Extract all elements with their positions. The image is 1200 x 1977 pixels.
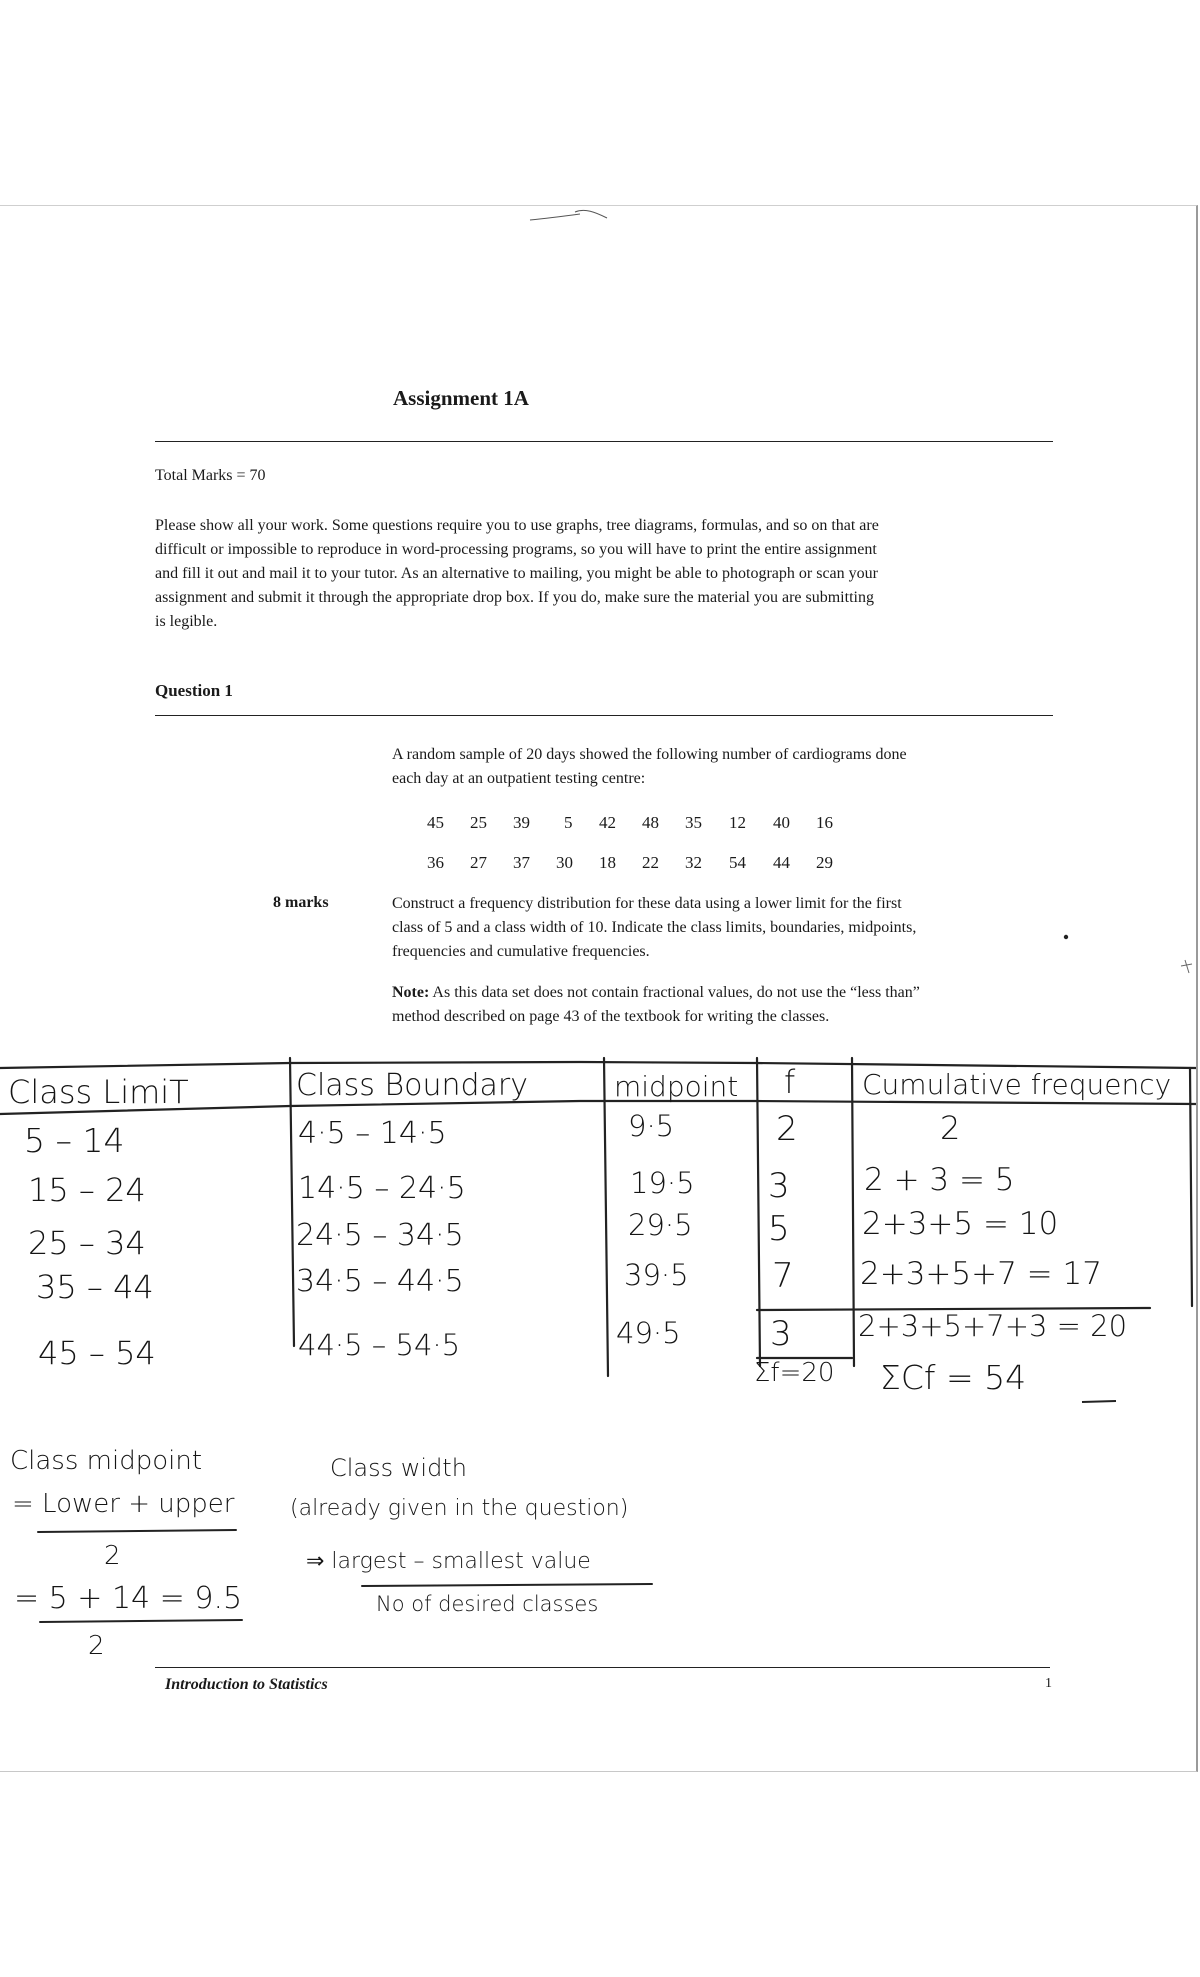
note-text: As this data set does not contain fractional values, do not use the “less than” — [429, 984, 920, 1001]
midpoint-cell: 19·5 — [630, 1166, 695, 1200]
class-limit-cell: 5 – 14 — [24, 1121, 125, 1160]
cumulative-cell: 2+3+5+7 = 17 — [860, 1256, 1102, 1292]
question-intro-line: A random sample of 20 days showed the following number of cardiograms done — [392, 746, 907, 763]
marks-label: 8 marks — [273, 894, 329, 911]
midpoint-formula-denominator: 2 — [104, 1541, 121, 1571]
assignment-title: Assignment 1A — [393, 386, 529, 410]
frequency-cell: 3 — [770, 1314, 792, 1354]
stray-mark — [1180, 958, 1196, 976]
stray-dot — [1062, 933, 1072, 943]
data-value: 25 — [470, 813, 487, 832]
frequency-cell: 5 — [768, 1209, 790, 1249]
data-value: 39 — [513, 813, 530, 832]
data-value: 12 — [729, 813, 746, 832]
midpoint-note-title: Class midpoint — [10, 1446, 203, 1476]
data-value: 42 — [599, 813, 616, 832]
data-value: 16 — [816, 813, 833, 832]
class-boundary-cell: 44·5 – 54·5 — [298, 1328, 461, 1362]
footer-rule — [155, 1667, 1050, 1668]
data-value: 45 — [427, 813, 444, 832]
midpoint-cell: 49·5 — [616, 1316, 681, 1350]
class-limit-cell: 35 – 44 — [36, 1268, 154, 1306]
midpoint-cell: 29·5 — [628, 1208, 693, 1242]
frequency-cell: 7 — [772, 1256, 794, 1296]
note-line: method described on page 43 of the textbook for writing the classes. — [392, 1008, 830, 1025]
data-value: 40 — [773, 813, 790, 832]
header-midpoint: midpoint — [614, 1070, 739, 1103]
midpoint-example-numerator: = 5 + 14 = 9.5 — [14, 1581, 243, 1616]
frequency-cell: 2 — [776, 1109, 798, 1149]
frequency-cell: 3 — [768, 1166, 790, 1206]
class-boundary-cell: 4·5 – 14·5 — [298, 1116, 447, 1151]
data-value: 35 — [685, 813, 702, 832]
sum-frequency: Σf=20 — [754, 1358, 835, 1388]
data-value: 32 — [685, 853, 702, 872]
sum-underline — [1080, 1396, 1120, 1408]
instructions-line: is legible. — [155, 613, 218, 630]
total-marks: Total Marks = 70 — [155, 467, 266, 484]
scanned-page — [0, 205, 1198, 1772]
data-value: 37 — [513, 853, 530, 872]
page-number: 1 — [1045, 1676, 1052, 1691]
header-frequency: f — [784, 1063, 796, 1101]
footer-title: Introduction to Statistics — [165, 1676, 328, 1693]
data-value: 29 — [816, 853, 833, 872]
note-label: Note: — [392, 984, 430, 1001]
class-limit-cell: 15 – 24 — [28, 1171, 146, 1209]
instructions-line: difficult or impossible to reproduce in word-processing programs, so you will have to print the entire assignment — [155, 541, 877, 558]
sum-cumulative-frequency: ΣCf = 54 — [880, 1358, 1027, 1397]
class-boundary-cell: 34·5 – 44·5 — [296, 1264, 464, 1299]
pen-scribble — [525, 206, 615, 228]
note-line — [392, 981, 920, 1005]
class-boundary-cell: 14·5 – 24·5 — [298, 1171, 466, 1206]
cumulative-cell: 2+3+5+7+3 = 20 — [858, 1309, 1128, 1343]
instructions-line: and fill it out and mail it to your tutor. As an alternative to mailing, you might be able to photograph or scan your — [155, 565, 878, 582]
data-value: 22 — [642, 853, 659, 872]
header-class-boundary: Class Boundary — [296, 1068, 529, 1103]
cumulative-cell: 2 + 3 = 5 — [864, 1162, 1015, 1198]
question-rule — [155, 715, 1053, 716]
data-value: 18 — [599, 853, 616, 872]
data-value: 44 — [773, 853, 790, 872]
class-limit-cell: 25 – 34 — [28, 1224, 146, 1262]
data-value: 54 — [729, 853, 746, 872]
fraction-bars — [0, 1526, 700, 1626]
data-value: 27 — [470, 853, 487, 872]
question-heading: Question 1 — [155, 681, 233, 700]
data-value: 30 — [556, 853, 573, 872]
class-limit-cell: 45 – 54 — [38, 1334, 156, 1372]
task-line: class of 5 and a class width of 10. Indicate the class limits, boundaries, midpoints, — [392, 919, 917, 936]
midpoint-cell: 39·5 — [624, 1258, 689, 1292]
midpoint-cell: 9·5 — [628, 1109, 675, 1143]
midpoint-example-denominator: 2 — [88, 1631, 105, 1661]
data-value: 36 — [427, 853, 444, 872]
cumulative-cell: 2 — [940, 1109, 961, 1147]
data-value: 48 — [642, 813, 659, 832]
question-intro-line: each day at an outpatient testing centre: — [392, 770, 646, 787]
class-boundary-cell: 24·5 – 34·5 — [296, 1218, 464, 1253]
task-line: frequencies and cumulative frequencies. — [392, 943, 650, 960]
instructions-line: Please show all your work. Some questions require you to use graphs, tree diagrams, formulas, and so on that are — [155, 517, 879, 534]
title-rule — [155, 441, 1053, 442]
header-cumulative-frequency: Cumulative frequency — [862, 1068, 1172, 1101]
header-class-limit: Class LimiT — [8, 1073, 189, 1111]
width-note-parenthetical: (already given in the question) — [290, 1496, 629, 1521]
task-line: Construct a frequency distribution for these data using a lower limit for the first — [392, 895, 902, 912]
midpoint-formula-numerator: = Lower + upper — [12, 1489, 235, 1519]
instructions-line: assignment and submit it through the appropriate drop box. If you do, make sure the material you are submitting — [155, 589, 874, 606]
cumulative-cell: 2+3+5 = 10 — [862, 1206, 1059, 1242]
width-formula-numerator: ⇒ largest – smallest value — [306, 1549, 591, 1574]
width-note-title: Class width — [330, 1454, 467, 1482]
data-value: 5 — [564, 813, 573, 832]
width-formula-denominator: No of desired classes — [376, 1592, 599, 1616]
